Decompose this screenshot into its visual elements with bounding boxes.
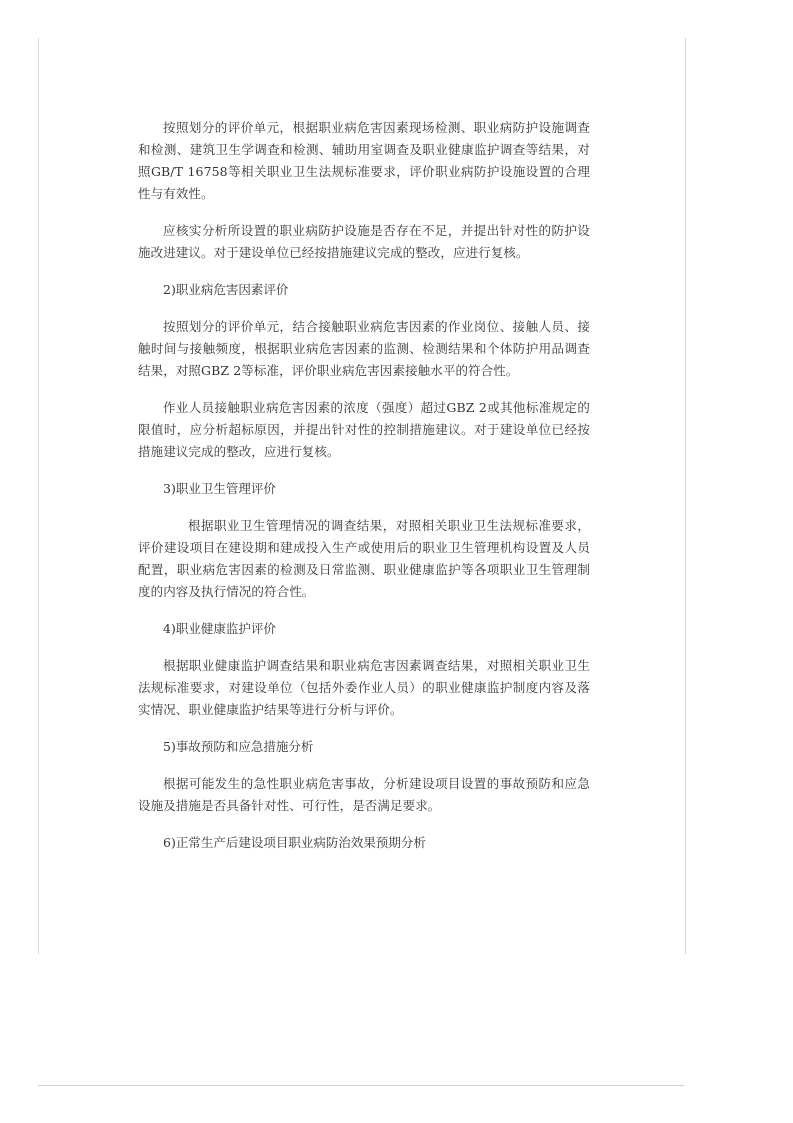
paragraph-accident-prevention: 根据可能发生的急性职业病危害事故，分析建设项目设置的事故预防和应急设施及措施是否具备针对性、可行性，是否满足要求。: [138, 776, 590, 813]
heading-management-evaluation: 3)职业卫生管理评价: [163, 481, 276, 496]
document-body: [138, 117, 590, 869]
heading-hazard-evaluation: 2)职业病危害因素评价: [163, 282, 289, 297]
bottom-rule: [38, 1085, 684, 1086]
paragraph-facility-improvement: 应核实分析所设置的职业病防护设施是否存在不足，并提出针对性的防护设施改进建议。对于建设单位已经按措施建议完成的整改，应进行复核。: [138, 223, 590, 260]
paragraph-health-monitoring: 根据职业健康监护调查结果和职业病危害因素调查结果，对照相关职业卫生法规标准要求，对建设单位（包括外委作业人员）的职业健康监护制度内容及落实情况、职业健康监护结果等进行分析与评价。: [138, 658, 590, 717]
paragraph-hazard-exposure: 按照划分的评价单元，结合接触职业病危害因素的作业岗位、接触人员、接触时间与接触频度，根据职业病危害因素的监测、检测结果和个体防护用品调查结果，对照GBZ 2等标准，评价职业病危害因素接触水平的符合性。: [138, 319, 590, 378]
paragraph-management: 根据职业卫生管理情况的调查结果，对照相关职业卫生法规标准要求，评价建设项目在建设期和建成投入生产或使用后的职业卫生管理机构设置及人员配置，职业病危害因素的检测及日常监测、职业健康监护等各项职业卫生管理制度的内容及执行情况的符合性。: [138, 518, 590, 599]
paragraph-hazard-exceed: 作业人员接触职业病危害因素的浓度（强度）超过GBZ 2或其他标准规定的限值时，应分析超标原因，并提出针对性的控制措施建议。对于建设单位已经按措施建议完成的整改，应进行复核。: [138, 400, 590, 459]
heading-accident-prevention: 5)事故预防和应急措施分析: [163, 739, 314, 754]
paragraph-facility-evaluation: 按照划分的评价单元，根据职业病危害因素现场检测、职业病防护设施调查和检测、建筑卫生学调查和检测、辅助用室调查及职业健康监护调查等结果，对照GB/T 16758等相关职业卫生法规标准要求，评价职业病防护设施设置的合理性与有效性。: [138, 120, 590, 201]
heading-health-monitoring: 4)职业健康监护评价: [163, 621, 276, 636]
heading-expected-effect: 6)正常生产后建设项目职业病防治效果预期分析: [163, 835, 426, 850]
